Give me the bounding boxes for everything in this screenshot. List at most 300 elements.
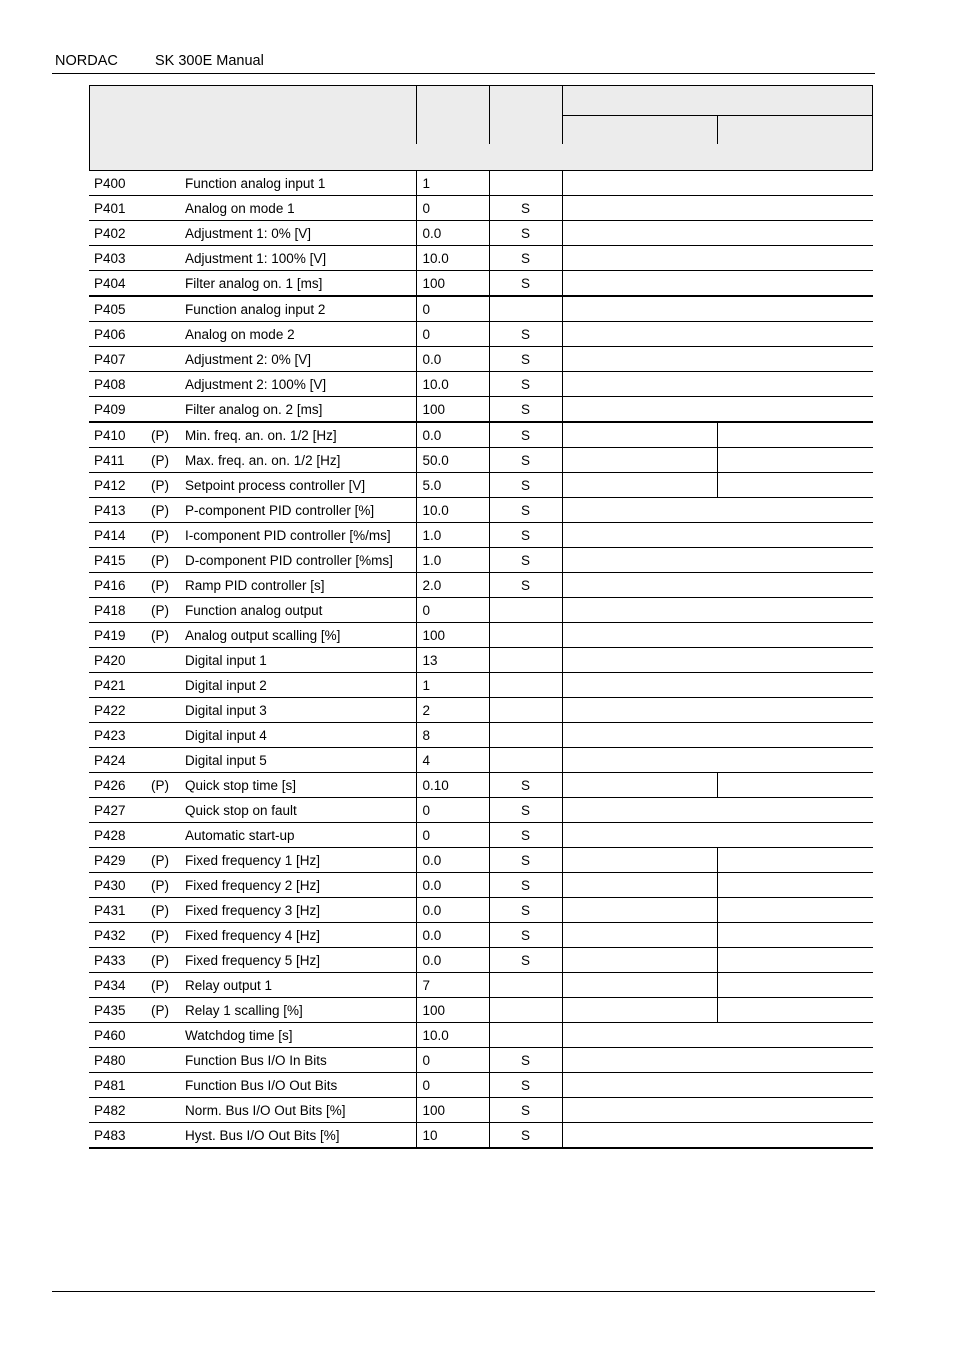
supervisor-flag: S: [489, 848, 562, 873]
setting-value-2: [717, 448, 873, 473]
supervisor-flag: S: [489, 196, 562, 221]
setting-value-1: [562, 1123, 717, 1149]
supervisor-flag: [489, 723, 562, 748]
setting-value-1: [562, 246, 717, 271]
default-value: 100: [416, 397, 489, 423]
supervisor-flag: S: [489, 948, 562, 973]
parameter-number: P403: [89, 246, 151, 271]
parameter-name: Adjustment 1: 100% [V]: [185, 246, 416, 271]
default-value: 0.10: [416, 773, 489, 798]
setting-value-1: [562, 573, 717, 598]
supervisor-flag: S: [489, 773, 562, 798]
parameter-set-flag: [151, 271, 185, 297]
table-row: [89, 473, 873, 498]
supervisor-flag: S: [489, 923, 562, 948]
parameter-name: Filter analog on. 2 [ms]: [185, 397, 416, 423]
parameter-name: Function Bus I/O Out Bits: [185, 1073, 416, 1098]
default-value: 100: [416, 623, 489, 648]
parameter-number: P400: [89, 171, 151, 196]
table-row: [89, 221, 873, 246]
supervisor-flag: [489, 748, 562, 773]
setting-value-2: [717, 773, 873, 798]
parameter-number: P430: [89, 873, 151, 898]
parameter-number: P429: [89, 848, 151, 873]
setting-value-1: [562, 548, 717, 573]
setting-value-1: [562, 698, 717, 723]
setting-value-2: [717, 221, 873, 246]
parameter-set-flag: [151, 1073, 185, 1098]
parameter-set-flag: (P): [151, 598, 185, 623]
parameter-number: P409: [89, 397, 151, 423]
setting-value-2: [717, 748, 873, 773]
parameter-set-flag: [151, 673, 185, 698]
parameter-number: P481: [89, 1073, 151, 1098]
parameter-name: Min. freq. an. on. 1/2 [Hz]: [185, 422, 416, 448]
setting-value-2: [717, 623, 873, 648]
supervisor-flag: S: [489, 873, 562, 898]
parameter-name: Fixed frequency 5 [Hz]: [185, 948, 416, 973]
parameter-name: Analog on mode 1: [185, 196, 416, 221]
supervisor-flag: S: [489, 473, 562, 498]
supervisor-flag: S: [489, 397, 562, 423]
supervisor-flag: [489, 296, 562, 322]
table-row: [89, 598, 873, 623]
header-cell-parameter: [89, 85, 416, 145]
setting-value-2: [717, 498, 873, 523]
setting-value-2: [717, 973, 873, 998]
parameter-number: P480: [89, 1048, 151, 1073]
table-header: [89, 85, 873, 171]
supervisor-flag: S: [489, 573, 562, 598]
default-value: 1: [416, 673, 489, 698]
table-row: [89, 347, 873, 372]
setting-value-2: [717, 347, 873, 372]
supervisor-flag: [489, 973, 562, 998]
setting-value-2: [717, 548, 873, 573]
parameter-set-flag: (P): [151, 848, 185, 873]
parameter-number: P426: [89, 773, 151, 798]
supervisor-flag: S: [489, 1123, 562, 1149]
table-row: [89, 246, 873, 271]
parameter-set-flag: [151, 196, 185, 221]
setting-value-2: [717, 473, 873, 498]
parameter-number: P435: [89, 998, 151, 1023]
setting-value-1: [562, 498, 717, 523]
setting-value-2: [717, 823, 873, 848]
supervisor-flag: S: [489, 322, 562, 347]
default-value: 2.0: [416, 573, 489, 598]
parameter-name: Relay 1 scalling [%]: [185, 998, 416, 1023]
setting-value-1: [562, 523, 717, 548]
table-row: [89, 322, 873, 347]
setting-value-1: [562, 923, 717, 948]
setting-value-2: [717, 397, 873, 423]
parameter-name: Fixed frequency 4 [Hz]: [185, 923, 416, 948]
default-value: 10.0: [416, 372, 489, 397]
parameter-set-flag: (P): [151, 422, 185, 448]
supervisor-flag: [489, 998, 562, 1023]
parameter-name: Quick stop time [s]: [185, 773, 416, 798]
parameter-name: Fixed frequency 2 [Hz]: [185, 873, 416, 898]
setting-value-1: [562, 372, 717, 397]
header-section-band: [89, 144, 873, 171]
parameter-table-body: [89, 171, 873, 1148]
table-row: [89, 698, 873, 723]
table-row: [89, 1073, 873, 1098]
setting-value-1: [562, 271, 717, 297]
parameter-name: Max. freq. an. on. 1/2 [Hz]: [185, 448, 416, 473]
parameter-set-flag: [151, 397, 185, 423]
setting-value-2: [717, 246, 873, 271]
table-row: [89, 848, 873, 873]
supervisor-flag: [489, 171, 562, 196]
parameter-name: Fixed frequency 1 [Hz]: [185, 848, 416, 873]
setting-value-1: [562, 673, 717, 698]
setting-value-2: [717, 372, 873, 397]
parameter-name: Setpoint process controller [V]: [185, 473, 416, 498]
setting-value-1: [562, 448, 717, 473]
default-value: 1.0: [416, 523, 489, 548]
default-value: 0: [416, 598, 489, 623]
parameter-set-flag: [151, 1123, 185, 1149]
default-value: 0: [416, 798, 489, 823]
table-row: [89, 673, 873, 698]
setting-value-2: [717, 698, 873, 723]
parameter-number: P432: [89, 923, 151, 948]
setting-value-1: [562, 623, 717, 648]
setting-value-1: [562, 998, 717, 1023]
parameter-number: P401: [89, 196, 151, 221]
parameter-set-flag: [151, 823, 185, 848]
supervisor-flag: S: [489, 347, 562, 372]
default-value: 0: [416, 296, 489, 322]
table-row: [89, 1023, 873, 1048]
parameter-set-flag: (P): [151, 498, 185, 523]
supervisor-flag: S: [489, 448, 562, 473]
setting-value-1: [562, 1098, 717, 1123]
default-value: 0.0: [416, 923, 489, 948]
parameter-set-flag: (P): [151, 973, 185, 998]
header-cell-supervisor: [489, 85, 562, 145]
setting-value-1: [562, 171, 717, 196]
table-row: [89, 196, 873, 221]
parameter-number: P427: [89, 798, 151, 823]
parameter-name: Digital input 5: [185, 748, 416, 773]
parameter-number: P424: [89, 748, 151, 773]
parameter-name: Ramp PID controller [s]: [185, 573, 416, 598]
parameter-name: D-component PID controller [%ms]: [185, 548, 416, 573]
supervisor-flag: S: [489, 823, 562, 848]
manual-title: SK 300E Manual: [155, 53, 264, 69]
parameter-number: P433: [89, 948, 151, 973]
parameter-number: P404: [89, 271, 151, 297]
table-row: [89, 271, 873, 297]
parameter-number: P414: [89, 523, 151, 548]
parameter-name: Digital input 3: [185, 698, 416, 723]
setting-value-2: [717, 798, 873, 823]
parameter-set-flag: [151, 723, 185, 748]
parameter-number: P460: [89, 1023, 151, 1048]
parameter-set-flag: [151, 347, 185, 372]
parameter-set-flag: (P): [151, 923, 185, 948]
parameter-number: P406: [89, 322, 151, 347]
parameter-name: Function Bus I/O In Bits: [185, 1048, 416, 1073]
parameter-number: P422: [89, 698, 151, 723]
supervisor-flag: S: [489, 271, 562, 297]
parameter-set-flag: (P): [151, 523, 185, 548]
setting-value-1: [562, 723, 717, 748]
setting-value-1: [562, 1073, 717, 1098]
product-name: NORDAC: [55, 53, 118, 69]
setting-value-1: [562, 397, 717, 423]
parameter-number: P416: [89, 573, 151, 598]
default-value: 0.0: [416, 898, 489, 923]
parameter-number: P483: [89, 1123, 151, 1149]
parameter-number: P413: [89, 498, 151, 523]
setting-value-2: [717, 948, 873, 973]
table-row: [89, 623, 873, 648]
setting-value-2: [717, 196, 873, 221]
setting-value-2: [717, 171, 873, 196]
parameter-name: Digital input 1: [185, 648, 416, 673]
default-value: 0.0: [416, 422, 489, 448]
supervisor-flag: S: [489, 246, 562, 271]
setting-value-1: [562, 873, 717, 898]
table-row: [89, 1123, 873, 1149]
parameter-set-flag: [151, 1098, 185, 1123]
table-row: [89, 898, 873, 923]
parameter-number: P410: [89, 422, 151, 448]
supervisor-flag: [489, 648, 562, 673]
default-value: 2: [416, 698, 489, 723]
supervisor-flag: S: [489, 1073, 562, 1098]
table-row: [89, 773, 873, 798]
parameter-number: P405: [89, 296, 151, 322]
parameter-set-flag: (P): [151, 573, 185, 598]
setting-value-2: [717, 723, 873, 748]
parameter-number: P421: [89, 673, 151, 698]
setting-value-1: [562, 221, 717, 246]
parameter-number: P423: [89, 723, 151, 748]
setting-value-1: [562, 196, 717, 221]
setting-value-1: [562, 748, 717, 773]
footer-rule: [52, 1291, 875, 1292]
default-value: 50.0: [416, 448, 489, 473]
table-row: [89, 748, 873, 773]
setting-value-1: [562, 848, 717, 873]
table-row: [89, 448, 873, 473]
table-row: [89, 397, 873, 423]
setting-value-2: [717, 848, 873, 873]
setting-value-2: [717, 1023, 873, 1048]
parameter-name: P-component PID controller [%]: [185, 498, 416, 523]
parameter-name: Analog on mode 2: [185, 322, 416, 347]
table-row: [89, 923, 873, 948]
setting-value-1: [562, 773, 717, 798]
setting-value-2: [717, 598, 873, 623]
setting-value-2: [717, 271, 873, 297]
header-cell-subcol-2: [717, 115, 873, 145]
setting-value-2: [717, 422, 873, 448]
setting-value-1: [562, 347, 717, 372]
parameter-number: P434: [89, 973, 151, 998]
parameter-number: P412: [89, 473, 151, 498]
setting-value-1: [562, 1048, 717, 1073]
parameter-table: [89, 171, 873, 1149]
supervisor-flag: S: [489, 798, 562, 823]
table-row: [89, 498, 873, 523]
parameter-number: P408: [89, 372, 151, 397]
default-value: 0.0: [416, 948, 489, 973]
setting-value-2: [717, 322, 873, 347]
default-value: 0.0: [416, 873, 489, 898]
default-value: 13: [416, 648, 489, 673]
parameter-name: I-component PID controller [%/ms]: [185, 523, 416, 548]
supervisor-flag: [489, 1023, 562, 1048]
parameter-set-flag: [151, 1048, 185, 1073]
parameter-set-flag: [151, 372, 185, 397]
setting-value-2: [717, 1123, 873, 1149]
parameter-set-flag: [151, 798, 185, 823]
table-row: [89, 648, 873, 673]
parameter-name: Filter analog on. 1 [ms]: [185, 271, 416, 297]
parameter-set-flag: [151, 648, 185, 673]
parameter-set-flag: [151, 748, 185, 773]
parameter-set-flag: (P): [151, 948, 185, 973]
setting-value-1: [562, 648, 717, 673]
parameter-set-flag: [151, 322, 185, 347]
parameter-number: P418: [89, 598, 151, 623]
default-value: 100: [416, 998, 489, 1023]
parameter-set-flag: (P): [151, 548, 185, 573]
parameter-set-flag: [151, 221, 185, 246]
setting-value-2: [717, 998, 873, 1023]
parameter-name: Hyst. Bus I/O Out Bits [%]: [185, 1123, 416, 1149]
default-value: 0: [416, 823, 489, 848]
default-value: 0: [416, 322, 489, 347]
table-row: [89, 873, 873, 898]
parameter-name: Fixed frequency 3 [Hz]: [185, 898, 416, 923]
setting-value-1: [562, 898, 717, 923]
setting-value-2: [717, 296, 873, 322]
setting-value-2: [717, 523, 873, 548]
parameter-set-flag: [151, 1023, 185, 1048]
default-value: 4: [416, 748, 489, 773]
table-row: [89, 973, 873, 998]
setting-value-1: [562, 473, 717, 498]
setting-value-2: [717, 873, 873, 898]
setting-value-2: [717, 1073, 873, 1098]
parameter-number: P420: [89, 648, 151, 673]
table-row: [89, 723, 873, 748]
parameter-name: Adjustment 2: 100% [V]: [185, 372, 416, 397]
default-value: 5.0: [416, 473, 489, 498]
parameter-name: Watchdog time [s]: [185, 1023, 416, 1048]
table-row: [89, 998, 873, 1023]
setting-value-1: [562, 948, 717, 973]
setting-value-1: [562, 598, 717, 623]
setting-value-1: [562, 823, 717, 848]
setting-value-2: [717, 1048, 873, 1073]
supervisor-flag: S: [489, 498, 562, 523]
parameter-set-flag: (P): [151, 773, 185, 798]
setting-value-2: [717, 898, 873, 923]
supervisor-flag: S: [489, 221, 562, 246]
supervisor-flag: S: [489, 898, 562, 923]
parameter-set-flag: [151, 698, 185, 723]
parameter-number: P428: [89, 823, 151, 848]
table-row: [89, 798, 873, 823]
default-value: 10: [416, 1123, 489, 1149]
parameter-name: Quick stop on fault: [185, 798, 416, 823]
default-value: 0.0: [416, 848, 489, 873]
parameter-name: Digital input 2: [185, 673, 416, 698]
parameter-name: Relay output 1: [185, 973, 416, 998]
parameter-set-flag: (P): [151, 473, 185, 498]
header-rule: [52, 73, 875, 74]
parameter-name: Analog output scalling [%]: [185, 623, 416, 648]
table-row: [89, 422, 873, 448]
parameter-set-flag: (P): [151, 898, 185, 923]
parameter-set-flag: (P): [151, 998, 185, 1023]
setting-value-2: [717, 1098, 873, 1123]
parameter-set-flag: (P): [151, 448, 185, 473]
default-value: 0: [416, 1048, 489, 1073]
setting-value-2: [717, 923, 873, 948]
default-value: 7: [416, 973, 489, 998]
supervisor-flag: S: [489, 523, 562, 548]
supervisor-flag: S: [489, 422, 562, 448]
default-value: 100: [416, 271, 489, 297]
parameter-number: P482: [89, 1098, 151, 1123]
supervisor-flag: S: [489, 1098, 562, 1123]
parameter-number: P411: [89, 448, 151, 473]
parameter-name: Function analog input 2: [185, 296, 416, 322]
setting-value-2: [717, 648, 873, 673]
default-value: 100: [416, 1098, 489, 1123]
parameter-name: Automatic start-up: [185, 823, 416, 848]
parameter-number: P402: [89, 221, 151, 246]
default-value: 0.0: [416, 221, 489, 246]
default-value: 1: [416, 171, 489, 196]
parameter-name: Adjustment 2: 0% [V]: [185, 347, 416, 372]
supervisor-flag: [489, 598, 562, 623]
table-row: [89, 573, 873, 598]
parameter-number: P415: [89, 548, 151, 573]
default-value: 0.0: [416, 347, 489, 372]
setting-value-1: [562, 322, 717, 347]
supervisor-flag: S: [489, 548, 562, 573]
header-cell-group: [562, 85, 873, 116]
supervisor-flag: [489, 673, 562, 698]
supervisor-flag: [489, 623, 562, 648]
setting-value-1: [562, 973, 717, 998]
default-value: 10.0: [416, 498, 489, 523]
parameter-name: Adjustment 1: 0% [V]: [185, 221, 416, 246]
table-row: [89, 523, 873, 548]
setting-value-2: [717, 573, 873, 598]
setting-value-2: [717, 673, 873, 698]
parameter-number: P431: [89, 898, 151, 923]
table-row: [89, 372, 873, 397]
parameter-number: P407: [89, 347, 151, 372]
parameter-set-flag: [151, 171, 185, 196]
table-row: [89, 171, 873, 196]
table-row: [89, 548, 873, 573]
table-row: [89, 948, 873, 973]
default-value: 0: [416, 1073, 489, 1098]
default-value: 0: [416, 196, 489, 221]
